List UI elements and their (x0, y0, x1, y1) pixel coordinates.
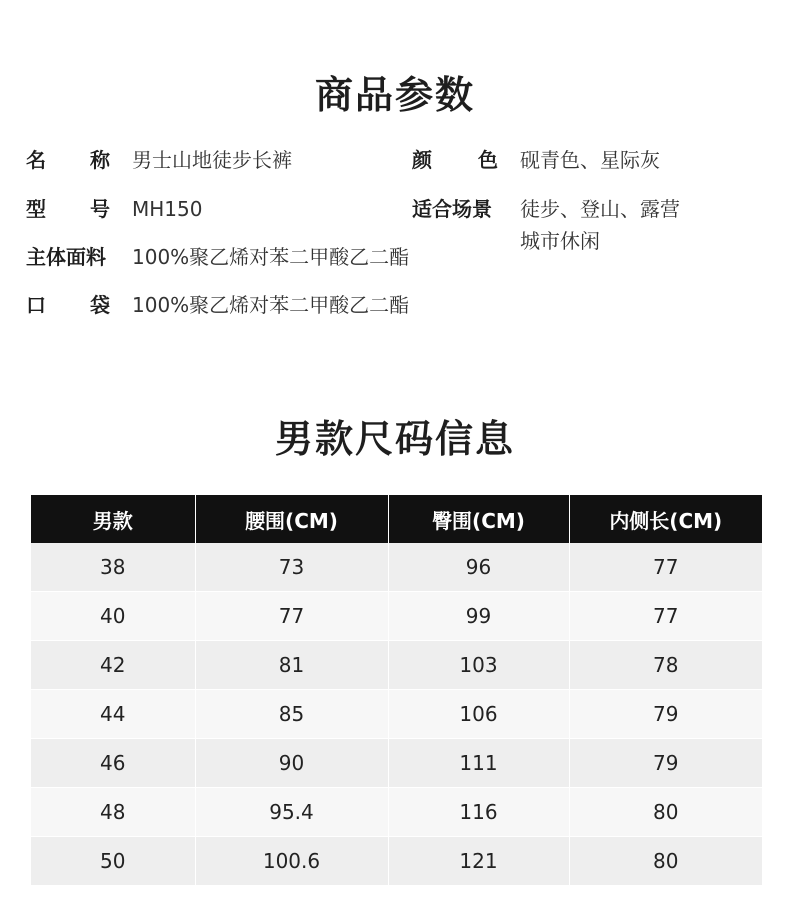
header-waist: 腰围(CM) (195, 495, 388, 543)
cell-inseam: 80 (569, 788, 762, 837)
cell-inseam: 77 (569, 543, 762, 592)
table-row (31, 592, 762, 641)
cell-size: 42 (31, 641, 195, 690)
table-row (31, 788, 762, 837)
header-inseam: 内侧长(CM) (569, 495, 762, 543)
cell-size: 44 (31, 690, 195, 739)
table-row (31, 543, 762, 592)
spec-pocket-label: 口 袋 (26, 293, 110, 317)
spec-scene (412, 195, 772, 255)
cell-size: 48 (31, 788, 195, 837)
spec-fabric (26, 243, 446, 271)
spec-pocket (26, 291, 446, 319)
size-info-title: 男款尺码信息 (274, 417, 515, 461)
header-size: 男款 (31, 495, 195, 543)
cell-size: 50 (31, 837, 195, 886)
spec-model-value: MH150 (132, 197, 203, 221)
cell-size: 38 (31, 543, 195, 592)
cell-waist: 90 (195, 739, 388, 788)
spec-color-label: 颜 色 (412, 148, 498, 172)
cell-size: 46 (31, 739, 195, 788)
size-table (31, 495, 762, 886)
cell-waist: 95.4 (195, 788, 388, 837)
cell-waist: 85 (195, 690, 388, 739)
cell-hip: 99 (388, 592, 569, 641)
size-table-header-row (31, 495, 762, 543)
spec-color-value: 砚青色、星际灰 (520, 148, 660, 172)
cell-hip: 96 (388, 543, 569, 592)
header-hip: 臀围(CM) (388, 495, 569, 543)
cell-waist: 77 (195, 592, 388, 641)
cell-inseam: 77 (569, 592, 762, 641)
cell-hip: 103 (388, 641, 569, 690)
table-row (31, 837, 762, 886)
spec-model-label: 型 号 (26, 197, 110, 221)
spec-fabric-label: 主体面料 (26, 245, 106, 269)
table-row (31, 739, 762, 788)
table-row (31, 690, 762, 739)
spec-pocket-value: 100%聚乙烯对苯二甲酸乙二酯 (132, 293, 410, 317)
spec-scene-label: 适合场景 (412, 197, 492, 221)
spec-name (26, 146, 386, 174)
spec-name-value: 男士山地徒步长裤 (132, 148, 292, 172)
spec-scene-value-line1: 徒步、登山、露营 (520, 197, 680, 221)
product-params-title: 商品参数 (314, 73, 475, 117)
cell-hip: 121 (388, 837, 569, 886)
cell-inseam: 78 (569, 641, 762, 690)
spec-color (412, 146, 772, 174)
cell-waist: 100.6 (195, 837, 388, 886)
cell-inseam: 80 (569, 837, 762, 886)
cell-waist: 81 (195, 641, 388, 690)
cell-waist: 73 (195, 543, 388, 592)
cell-size: 40 (31, 592, 195, 641)
cell-inseam: 79 (569, 690, 762, 739)
cell-hip: 116 (388, 788, 569, 837)
spec-fabric-value: 100%聚乙烯对苯二甲酸乙二酯 (132, 245, 410, 269)
cell-inseam: 79 (569, 739, 762, 788)
spec-name-label: 名 称 (26, 148, 110, 172)
spec-scene-value-line2: 城市休闲 (520, 229, 600, 253)
cell-hip: 106 (388, 690, 569, 739)
spec-model (26, 195, 386, 223)
cell-hip: 111 (388, 739, 569, 788)
table-row (31, 641, 762, 690)
